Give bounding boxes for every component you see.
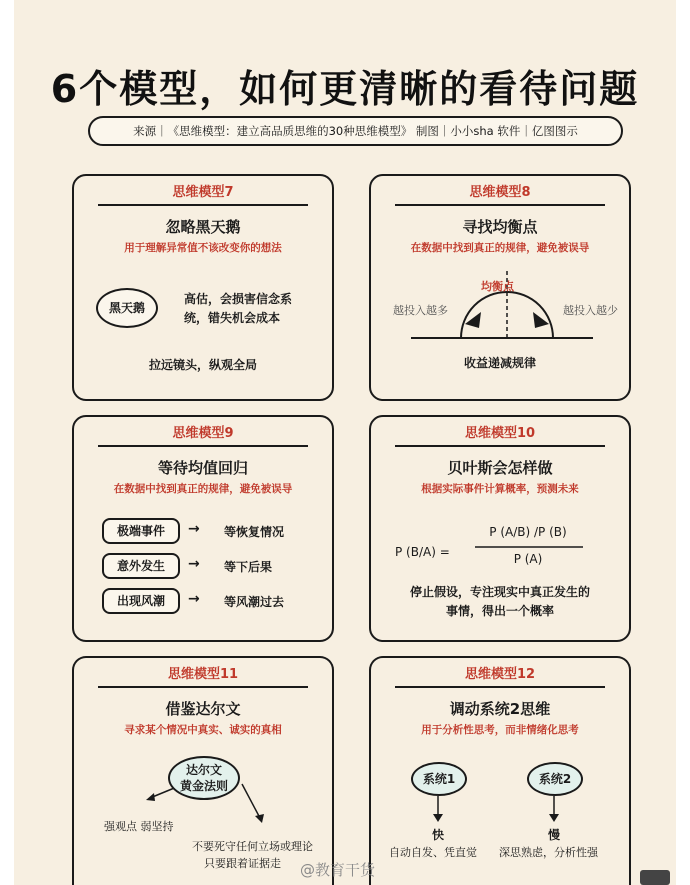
system2-speed: 慢 [548, 828, 561, 842]
source-banner: 来源｜《思维模型：建立高品质思维的30种思维模型》 制图｜小小sha 软件｜亿图图示 [88, 116, 623, 146]
arrow-right-icon: → [188, 556, 200, 572]
system2-label: 系统2 [538, 772, 572, 786]
page-title: 6个模型，如何更清晰的看待问题 [50, 67, 640, 111]
darwin-right-line2: 只要跟着证据走 [204, 857, 281, 870]
darwin-rule-node [168, 756, 240, 800]
card-subtitle: 根据实际事件计算概率，预测未来 [421, 483, 579, 495]
swan-footer: 拉远镜头，纵观全局 [148, 358, 257, 372]
card-subtitle: 在数据中找到真正的规律，避免被误导 [113, 483, 293, 495]
card-heading: 等待均值回归 [157, 459, 248, 477]
darwin-right-line1: 不要死守任何立场或理论 [192, 840, 313, 853]
darwin-left-text: 强观点 弱坚持 [104, 820, 174, 833]
formula-numerator: P (A/B) /P (B) [489, 525, 567, 539]
card-subtitle: 寻求某个情况中真实、诚实的真相 [124, 724, 282, 736]
card-heading: 贝叶斯会怎样做 [447, 459, 553, 477]
system2-node [527, 762, 583, 796]
card-heading: 借鉴达尔文 [165, 700, 241, 718]
card-heading: 寻找均衡点 [462, 218, 538, 236]
event-pill: 意外发生 [102, 553, 180, 579]
card-heading: 忽略黑天鹅 [165, 218, 241, 236]
diagram-caption: 收益递减规律 [463, 356, 536, 370]
swan-desc-line1: 高估，会损害信念系 [184, 292, 293, 306]
darwin-node-line2: 黄金法则 [179, 779, 228, 793]
card-tag: 思维模型12 [395, 664, 605, 688]
event-result: 等恢复情况 [224, 525, 285, 539]
card-tag: 思维模型9 [98, 423, 308, 447]
right-label: 越投入越少 [563, 304, 618, 317]
card-subtitle: 用于分析性思考，而非情绪化思考 [421, 724, 579, 736]
formula-denominator: P (A) [513, 552, 543, 566]
system1-label: 系统1 [422, 772, 456, 786]
formula-lhs: P (B/A) = [395, 545, 450, 559]
event-pill: 出现风潮 [102, 588, 180, 614]
system2-desc: 深思熟虑，分析性强 [499, 846, 598, 859]
swan-desc-line2: 统，错失机会成本 [184, 311, 281, 325]
event-result: 等下后果 [224, 560, 273, 574]
model-card-11 [72, 656, 334, 885]
watermark-text: @教育干货 [300, 861, 376, 879]
model-card-7 [72, 174, 334, 401]
left-label: 越投入越多 [393, 304, 448, 317]
equilibrium-label: 均衡点 [481, 280, 514, 293]
card-heading: 调动系统2思维 [449, 700, 551, 718]
system1-desc: 自动自发、凭直觉 [389, 846, 477, 859]
black-swan-node [96, 288, 158, 328]
arrow-right-icon: → [188, 521, 200, 537]
card-subtitle: 在数据中找到真正的规律，避免被误导 [410, 242, 590, 254]
darwin-node-line1: 达尔文 [185, 763, 222, 777]
model-card-10 [369, 415, 631, 642]
card-subtitle: 用于理解异常值不该改变你的想法 [124, 242, 282, 254]
card-tag: 思维模型10 [395, 423, 605, 447]
event-pill: 极端事件 [102, 518, 180, 544]
bayes-footer-line2: 事情，得出一个概率 [445, 604, 554, 618]
system1-speed: 快 [432, 828, 445, 842]
system1-node [411, 762, 467, 796]
card-tag: 思维模型8 [395, 182, 605, 206]
event-result: 等风潮过去 [224, 595, 285, 609]
bayes-footer-line1: 停止假设，专注现实中真正发生的 [409, 585, 590, 599]
black-swan-label: 黑天鹅 [108, 301, 145, 315]
card-tag: 思维模型7 [98, 182, 308, 206]
model-card-9 [72, 415, 334, 642]
arrow-right-icon: → [188, 591, 200, 607]
card-tag: 思维模型11 [98, 664, 308, 688]
corner-badge [640, 870, 670, 885]
model-card-8 [369, 174, 631, 401]
model-card-12 [369, 656, 631, 885]
